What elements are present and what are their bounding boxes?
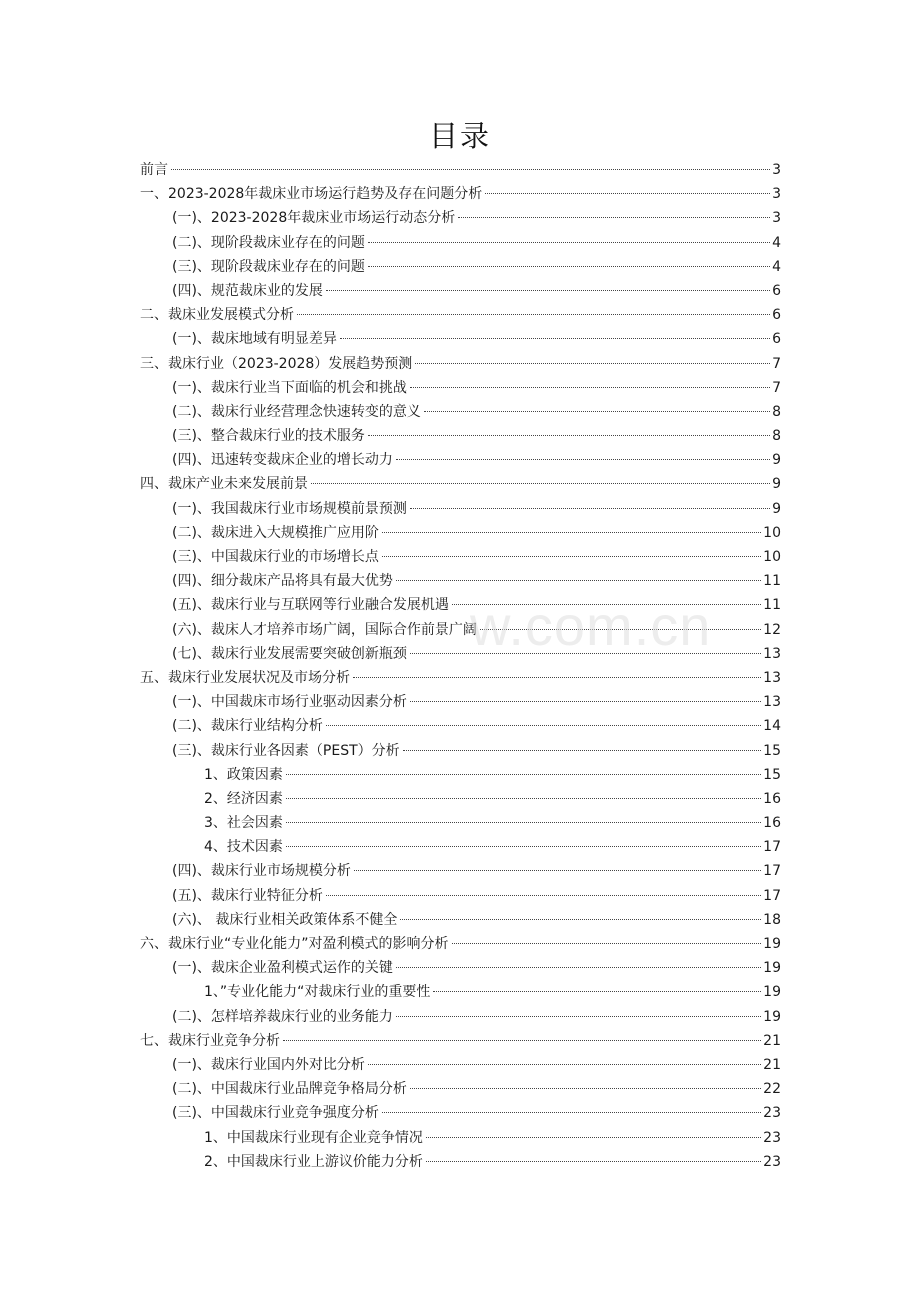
toc-entry-page-number: 9 (772, 452, 781, 469)
toc-entry-page-number: 14 (763, 718, 781, 735)
toc-dot-leader (410, 387, 770, 388)
toc-entry[interactable] (140, 1053, 781, 1077)
toc-entry-page-number: 15 (763, 742, 781, 759)
toc-dot-leader (382, 532, 761, 533)
toc-dot-leader (368, 1064, 761, 1065)
toc-entry-page-number: 9 (772, 500, 781, 517)
toc-entry-label: (三)、中国裁床行业竞争强度分析 (172, 1105, 379, 1122)
toc-entry-page-number: 11 (763, 573, 781, 590)
toc-dot-leader (396, 1016, 761, 1017)
toc-entry-page-number: 9 (772, 476, 781, 493)
toc-entry-label: (二)、裁床进入大规模推广应用阶 (172, 524, 379, 541)
toc-entry-label: 2、经济因素 (204, 790, 283, 807)
toc-dot-leader (286, 798, 761, 799)
toc-dot-leader (171, 169, 770, 170)
toc-dot-leader (382, 556, 761, 557)
toc-dot-leader (426, 1161, 761, 1162)
toc-dot-leader (400, 919, 761, 920)
toc-entry[interactable] (140, 811, 781, 835)
toc-entry-label: (二)、裁床行业经营理念快速转变的意义 (172, 403, 421, 420)
toc-entry-label: 三、裁床行业（2023-2028）发展趋势预测 (140, 355, 413, 372)
toc-entry-page-number: 18 (763, 911, 781, 928)
toc-entry-page-number: 19 (763, 960, 781, 977)
toc-entry-page-number: 19 (763, 936, 781, 952)
toc-dot-leader (452, 943, 762, 944)
toc-entry[interactable] (140, 932, 781, 956)
table-of-contents (140, 158, 781, 1174)
toc-entry-page-number: 23 (763, 1153, 781, 1170)
toc-entry-label: (四)、规范裁床业的发展 (172, 282, 323, 299)
toc-entry-label: (四)、细分裁床产品将具有最大优势 (172, 573, 393, 590)
toc-entry-page-number: 10 (763, 549, 781, 565)
toc-dot-leader (452, 604, 761, 605)
toc-entry[interactable] (140, 763, 781, 787)
toc-entry-label: (四)、迅速转变裁床企业的增长动力 (172, 452, 393, 469)
toc-entry-label: (二)、中国裁床行业品牌竞争格局分析 (172, 1081, 407, 1098)
toc-entry-page-number: 21 (763, 1056, 781, 1073)
toc-entry-page-number: 12 (763, 621, 781, 638)
toc-entry-page-number: 19 (763, 984, 781, 1001)
toc-entry[interactable] (140, 618, 781, 642)
toc-entry[interactable] (140, 714, 781, 738)
toc-entry-label: 2、中国裁床行业上游议价能力分析 (204, 1153, 423, 1170)
toc-dot-leader (368, 242, 770, 243)
toc-entry-label: 五、裁床行业发展状况及市场分析 (140, 669, 350, 686)
toc-entry-page-number: 4 (772, 234, 781, 251)
toc-entry-page-number: 3 (772, 210, 781, 227)
toc-entry-label: 1、政策因素 (204, 766, 283, 783)
toc-dot-leader (458, 217, 770, 218)
toc-entry-page-number: 8 (772, 428, 781, 445)
toc-entry[interactable] (140, 835, 781, 859)
toc-dot-leader (286, 774, 761, 775)
toc-entry-label: (一)、裁床行业国内外对比分析 (172, 1056, 365, 1073)
toc-entry-page-number: 13 (763, 645, 781, 662)
toc-dot-leader (396, 459, 770, 460)
toc-entry[interactable] (140, 545, 781, 569)
toc-entry[interactable] (140, 279, 781, 303)
toc-entry-label: (五)、裁床行业特征分析 (172, 887, 323, 904)
toc-dot-leader (297, 314, 770, 315)
toc-entry-page-number: 23 (763, 1129, 781, 1146)
toc-entry[interactable] (140, 739, 781, 763)
toc-entry[interactable] (140, 642, 781, 666)
toc-entry[interactable] (140, 1005, 781, 1029)
toc-dot-leader (426, 1137, 761, 1138)
toc-dot-leader (396, 580, 761, 581)
toc-entry-label: (三)、整合裁床行业的技术服务 (172, 428, 365, 445)
toc-entry[interactable] (140, 1150, 781, 1174)
toc-entry-label: (三)、中国裁床行业的市场增长点 (172, 549, 379, 565)
toc-entry-page-number: 6 (772, 307, 781, 324)
toc-dot-leader (433, 991, 761, 992)
toc-dot-leader (368, 266, 770, 267)
toc-entry-page-number: 11 (763, 597, 781, 614)
toc-entry-label: (三)、裁床行业各因素（PEST）分析 (172, 742, 400, 759)
toc-entry-page-number: 6 (772, 282, 781, 299)
toc-entry[interactable] (140, 980, 781, 1004)
toc-entry[interactable] (140, 182, 781, 206)
toc-entry-page-number: 8 (772, 403, 781, 420)
toc-entry[interactable] (140, 690, 781, 714)
toc-dot-leader (326, 895, 761, 896)
toc-entry-label: (一)、我国裁床行业市场规模前景预测 (172, 500, 407, 517)
toc-entry-label: (一)、裁床行业当下面临的机会和挑战 (172, 379, 407, 396)
toc-entry[interactable] (140, 787, 781, 811)
toc-entry-label: (七)、裁床行业发展需要突破创新瓶颈 (172, 645, 407, 662)
toc-entry-label: (一)、裁床企业盈利模式运作的关键 (172, 960, 393, 977)
toc-entry-page-number: 17 (763, 887, 781, 904)
toc-entry[interactable] (140, 472, 781, 496)
toc-dot-leader (396, 967, 761, 968)
toc-entry-label: 一、2023-2028年裁床业市场运行趋势及存在问题分析 (140, 186, 483, 203)
toc-entry-page-number: 23 (763, 1105, 781, 1122)
toc-entry[interactable] (140, 956, 781, 980)
toc-dot-leader (283, 1040, 761, 1041)
toc-dot-leader (485, 193, 770, 194)
toc-dot-leader (354, 870, 761, 871)
toc-entry-page-number: 3 (772, 186, 781, 203)
toc-entry[interactable] (140, 376, 781, 400)
toc-entry-label: 七、裁床行业竞争分析 (140, 1032, 280, 1049)
toc-dot-leader (410, 653, 761, 654)
toc-entry[interactable] (140, 206, 781, 230)
toc-entry[interactable] (140, 231, 781, 255)
toc-entry[interactable] (140, 859, 781, 883)
toc-dot-leader (326, 290, 770, 291)
toc-entry-label: (二)、裁床行业结构分析 (172, 718, 323, 735)
toc-entry-label: 1、”专业化能力“对裁床行业的重要性 (204, 984, 431, 1001)
toc-entry-page-number: 7 (772, 355, 781, 372)
toc-entry[interactable] (140, 327, 781, 351)
toc-dot-leader (368, 435, 770, 436)
toc-entry-page-number: 21 (763, 1032, 781, 1049)
toc-entry-page-number: 13 (763, 669, 781, 686)
toc-entry-page-number: 22 (763, 1081, 781, 1098)
toc-entry-label: (六)、裁床人才培养市场广阔，国际合作前景广阔 (172, 621, 477, 638)
toc-entry-page-number: 10 (763, 524, 781, 541)
toc-entry-label: 1、中国裁床行业现有企业竞争情况 (204, 1129, 423, 1146)
toc-entry-page-number: 4 (772, 258, 781, 275)
toc-dot-leader (326, 725, 761, 726)
toc-entry-page-number: 19 (763, 1008, 781, 1025)
toc-dot-leader (424, 411, 770, 412)
toc-dot-leader (286, 846, 761, 847)
toc-entry-page-number: 16 (763, 790, 781, 807)
toc-entry[interactable] (140, 1101, 781, 1125)
toc-entry-label: (一)、裁床地域有明显差异 (172, 331, 337, 348)
toc-entry[interactable] (140, 593, 781, 617)
toc-dot-leader (340, 338, 770, 339)
toc-entry[interactable] (140, 303, 781, 327)
toc-entry-label: 3、社会因素 (204, 815, 283, 832)
watermark: w.com.cn (470, 594, 712, 657)
toc-entry[interactable] (140, 521, 781, 545)
toc-entry-label: (二)、怎样培养裁床行业的业务能力 (172, 1008, 393, 1025)
toc-entry-page-number: 17 (763, 863, 781, 880)
toc-entry[interactable] (140, 1126, 781, 1150)
toc-entry[interactable] (140, 884, 781, 908)
toc-entry-label: (三)、现阶段裁床业存在的问题 (172, 258, 365, 275)
toc-entry[interactable] (140, 569, 781, 593)
toc-entry[interactable] (140, 497, 781, 521)
toc-dot-leader (286, 822, 761, 823)
toc-entry-page-number: 17 (763, 839, 781, 856)
toc-entry[interactable] (140, 1077, 781, 1101)
toc-entry-page-number: 6 (772, 331, 781, 348)
toc-entry-label: (四)、裁床行业市场规模分析 (172, 863, 351, 880)
toc-entry-page-number: 7 (772, 379, 781, 396)
toc-entry[interactable] (140, 352, 781, 376)
toc-dot-leader (410, 701, 761, 702)
toc-entry-label: 前言 (140, 162, 168, 178)
toc-dot-leader (311, 483, 770, 484)
toc-entry-label: 六、裁床行业“专业化能力”对盈利模式的影响分析 (140, 936, 449, 952)
toc-entry[interactable] (140, 255, 781, 279)
toc-entry[interactable] (140, 666, 781, 690)
toc-entry-page-number: 16 (763, 815, 781, 832)
toc-entry[interactable] (140, 424, 781, 448)
toc-entry[interactable] (140, 1029, 781, 1053)
toc-dot-leader (415, 363, 770, 364)
toc-entry-label: (二)、现阶段裁床业存在的问题 (172, 234, 365, 251)
toc-dot-leader (403, 750, 762, 751)
toc-entry-label: 四、裁床产业未来发展前景 (140, 476, 308, 493)
toc-entry-label: (一)、中国裁床市场行业驱动因素分析 (172, 694, 407, 711)
toc-entry-label: (六)、 裁床行业相关政策体系不健全 (172, 911, 398, 928)
toc-entry-label: 4、技术因素 (204, 839, 283, 856)
toc-entry-page-number: 15 (763, 766, 781, 783)
toc-entry-page-number: 13 (763, 694, 781, 711)
toc-entry-label: (五)、裁床行业与互联网等行业融合发展机遇 (172, 597, 449, 614)
toc-entry[interactable] (140, 448, 781, 472)
toc-entry[interactable] (140, 158, 781, 182)
page-title: 目录 (428, 119, 491, 153)
toc-dot-leader (382, 1112, 761, 1113)
toc-entry[interactable] (140, 908, 781, 932)
toc-entry-label: (一)、2023-2028年裁床业市场运行动态分析 (172, 210, 456, 227)
toc-dot-leader (410, 508, 770, 509)
toc-entry-label: 二、裁床业发展模式分析 (140, 307, 294, 324)
toc-entry[interactable] (140, 400, 781, 424)
toc-dot-leader (410, 1088, 761, 1089)
toc-entry-page-number: 3 (772, 162, 781, 178)
toc-dot-leader (353, 677, 761, 678)
toc-dot-leader (480, 629, 761, 630)
